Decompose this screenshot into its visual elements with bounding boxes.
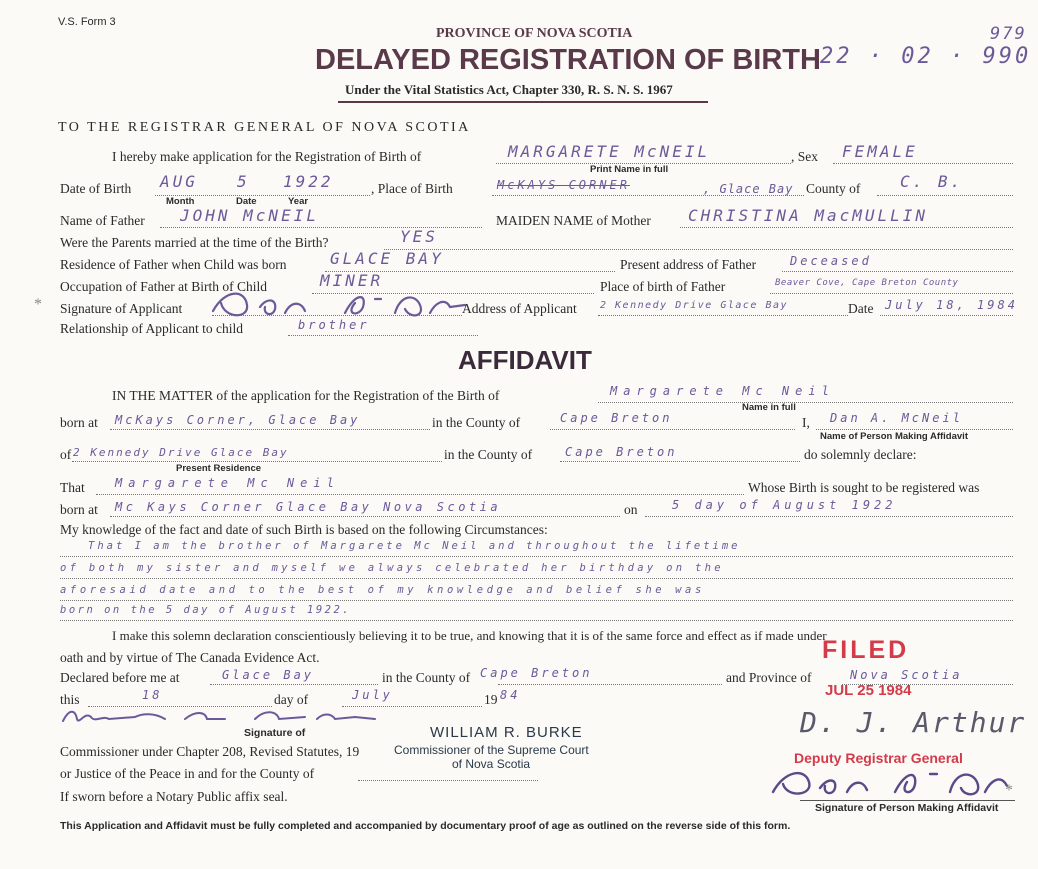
father-value: JOHN McNEIL — [180, 206, 319, 225]
signature-label: Signature of Applicant — [60, 301, 183, 316]
father-birthplace-value: Beaver Cove, Cape Breton County — [775, 278, 959, 288]
commissioner-title-stamp: Commissioner of the Supreme Court — [394, 743, 589, 757]
justice-county-line — [358, 780, 538, 781]
matter-text: IN THE MATTER of the application for the Registration of the Birth of — [112, 388, 500, 403]
i-label: I, — [802, 415, 810, 430]
of-label: of — [60, 447, 72, 462]
mother-line — [680, 227, 1013, 228]
this-label: this — [60, 692, 80, 707]
place-extra-value: , Glace Bay — [703, 182, 794, 196]
occupation-label: Occupation of Father at Birth of Child — [60, 279, 267, 294]
deponent-signature-caption: Signature of Person Making Affidavit — [815, 802, 999, 814]
born-at2-label: born at — [60, 502, 98, 517]
county1-line — [550, 429, 795, 430]
father-birthplace-label: Place of birth of Father — [600, 279, 726, 294]
circ4-line — [60, 620, 1013, 621]
day-value: 18 — [142, 688, 163, 702]
that-label: That — [60, 480, 85, 495]
date-caption: Date — [236, 196, 257, 207]
asterisk-mark: * — [34, 296, 42, 313]
child-name-value: MARGARETE McNEIL — [508, 142, 711, 161]
place-label: , Place of Birth — [371, 181, 453, 196]
registration-number-overwrite: 979 — [990, 24, 1027, 44]
present-address-label: Present address of Father — [620, 257, 757, 272]
month-caption: Month — [166, 196, 195, 207]
subtitle-rule — [338, 101, 708, 103]
applicant-address-line — [598, 315, 848, 316]
residence2-value: 2 Kennedy Drive Glace Bay — [73, 446, 289, 459]
dob-day: 5 — [237, 172, 250, 191]
county2-value: Cape Breton — [565, 445, 678, 459]
declare-text: do solemnly declare: — [804, 447, 917, 462]
asterisk-mark-2: * — [1005, 782, 1013, 799]
that-value: Margarete Mc Neil — [115, 476, 340, 490]
footer-note: This Application and Affidavit must be fully completed and accompanied by documentary proof of age as outlined on the reverse side of this form. — [60, 820, 791, 832]
deputy-registrar-stamp: Deputy Registrar General — [794, 750, 963, 766]
affidavit-child-line — [598, 402, 1013, 403]
deponent-signature-rule — [800, 800, 1015, 801]
relationship-value: brother — [298, 318, 370, 332]
deponent-line — [816, 429, 1013, 430]
mother-label: MAIDEN NAME of Mother — [496, 213, 651, 228]
dob-label: Date of Birth — [60, 181, 132, 196]
on-date-value: 5 day of August 1922 — [672, 498, 897, 512]
county2-label: in the County of — [444, 447, 533, 462]
year-caption: Year — [288, 196, 309, 207]
name-full-caption: Name in full — [742, 402, 796, 413]
deponent-value: Dan A. McNeil — [830, 411, 963, 425]
born-at-label: born at — [60, 415, 98, 430]
commissioner-title-stamp-2: of Nova Scotia — [452, 757, 531, 771]
county1-label: in the County of — [432, 415, 521, 430]
born-at2-line — [110, 516, 620, 517]
document-title: DELAYED REGISTRATION OF BIRTH — [315, 44, 821, 76]
circ3-line — [60, 600, 1013, 601]
county2-line — [560, 461, 800, 462]
filed-stamp: FILED — [822, 636, 910, 664]
residence-value: GLACE BAY — [330, 249, 444, 268]
justice-line: or Justice of the Peace in and for the County of — [60, 766, 315, 781]
date-value: July 18, 1984 — [885, 298, 1018, 312]
whose-birth-text: Whose Birth is sought to be registered was — [748, 480, 980, 495]
circ4-value: born on the 5 day of August 1922. — [60, 604, 352, 616]
circ2-line — [60, 578, 1013, 579]
day-of-label: day of — [274, 692, 309, 707]
year-prefix: 19 — [484, 692, 498, 707]
county-label: County of — [806, 181, 861, 196]
county1-value: Cape Breton — [560, 411, 673, 425]
province-label: and Province of — [726, 670, 812, 685]
commissioner-signature — [55, 705, 385, 729]
declared-at-line — [210, 684, 378, 685]
intro-label: I hereby make application for the Registration of Birth of — [112, 149, 422, 164]
applicant-address-label: Address of Applicant — [462, 301, 577, 316]
married-label: Were the Parents married at the time of the Birth? — [60, 235, 329, 250]
province-heading: PROVINCE OF NOVA SCOTIA — [436, 26, 633, 41]
notary-line: If sworn before a Notary Public affix seal. — [60, 789, 288, 804]
occupation-value: MINER — [320, 271, 384, 290]
county3-value: Cape Breton — [480, 666, 593, 680]
county3-line — [498, 684, 722, 685]
circ1-value: That I am the brother of Margarete Mc Neil and throughout the lifetime — [88, 540, 741, 552]
circ3-value: aforesaid date and to the best of my knowledge and belief she was — [60, 584, 705, 596]
deputy-signature: D. J. Arthur — [800, 706, 1027, 739]
married-line — [384, 249, 1013, 250]
year-value: 84 — [500, 688, 521, 702]
residence-label: Residence of Father when Child was born — [60, 257, 287, 272]
on-label: on — [624, 502, 638, 517]
declared-at-value: Glace Bay — [222, 668, 315, 682]
present-address-line — [782, 271, 1013, 272]
dob-month: AUG — [160, 172, 198, 191]
county-value: C. B. — [900, 172, 964, 191]
applicant-address-value: 2 Kennedy Drive Glace Bay — [600, 300, 789, 311]
commissioner-name-stamp: WILLIAM R. BURKE — [430, 724, 583, 741]
month-value: July — [352, 688, 393, 702]
province-value: Nova Scotia — [850, 668, 963, 682]
date-line — [880, 315, 1013, 316]
father-label: Name of Father — [60, 213, 145, 228]
registration-number: 22 · 02 · 990 — [820, 44, 1032, 69]
print-name-caption: Print Name in full — [590, 164, 669, 175]
commissioner-line: Commissioner under Chapter 208, Revised Statutes, 19 — [60, 744, 360, 759]
affidavit-heading: AFFIDAVIT — [458, 345, 592, 375]
that-line — [96, 494, 744, 495]
married-value: YES — [400, 227, 438, 246]
present-address-value: Deceased — [790, 254, 872, 268]
sex-value: FEMALE — [842, 142, 918, 161]
date-label: Date — [848, 301, 874, 316]
mother-value: CHRISTINA MacMULLIN — [688, 206, 929, 225]
county-line — [877, 195, 1013, 196]
residence-caption: Present Residence — [176, 463, 262, 474]
form-id: V.S. Form 3 — [58, 16, 116, 28]
signature-caption: Signature of — [244, 727, 306, 739]
filed-date-stamp: JUL 25 1984 — [825, 682, 912, 699]
father-birthplace-line — [770, 293, 1013, 294]
county3-label: in the County of — [382, 670, 471, 685]
solemn-line1: I make this solemn declaration conscientiously believing it to be true, and knowing that it is of the same force and effect as if made under — [112, 628, 827, 643]
relationship-label: Relationship of Applicant to child — [60, 321, 243, 336]
circ2-value: of both my sister and myself we always celebrated her birthday on the — [60, 562, 724, 574]
addressee: TO THE REGISTRAR GENERAL OF NOVA SCOTIA — [58, 120, 471, 135]
born-at2-value: Mc Kays Corner Glace Bay Nova Scotia — [115, 500, 502, 514]
on-date-line — [645, 516, 1013, 517]
residence2-line — [72, 461, 442, 462]
place-struck-value: McKAYS CORNER — [497, 178, 630, 192]
circ1-line — [60, 556, 1013, 557]
sex-line — [833, 163, 1013, 164]
born-at-value: McKays Corner, Glace Bay — [115, 413, 361, 427]
declared-label: Declared before me at — [60, 670, 180, 685]
knowledge-text: My knowledge of the fact and date of such Birth is based on the following Circumstances: — [60, 522, 548, 537]
solemn-line2: oath and by virtue of The Canada Evidence Act. — [60, 650, 320, 665]
relationship-line — [288, 335, 478, 336]
deponent-signature — [765, 762, 1020, 804]
dob-year: 1922 — [283, 172, 334, 191]
born-at-line — [110, 429, 430, 430]
document-subtitle: Under the Vital Statistics Act, Chapter 330, R. S. N. S. 1967 — [345, 82, 673, 97]
sex-label: , Sex — [791, 149, 818, 164]
deponent-caption: Name of Person Making Affidavit — [820, 431, 968, 442]
affidavit-child-value: Margarete Mc Neil — [610, 384, 835, 398]
